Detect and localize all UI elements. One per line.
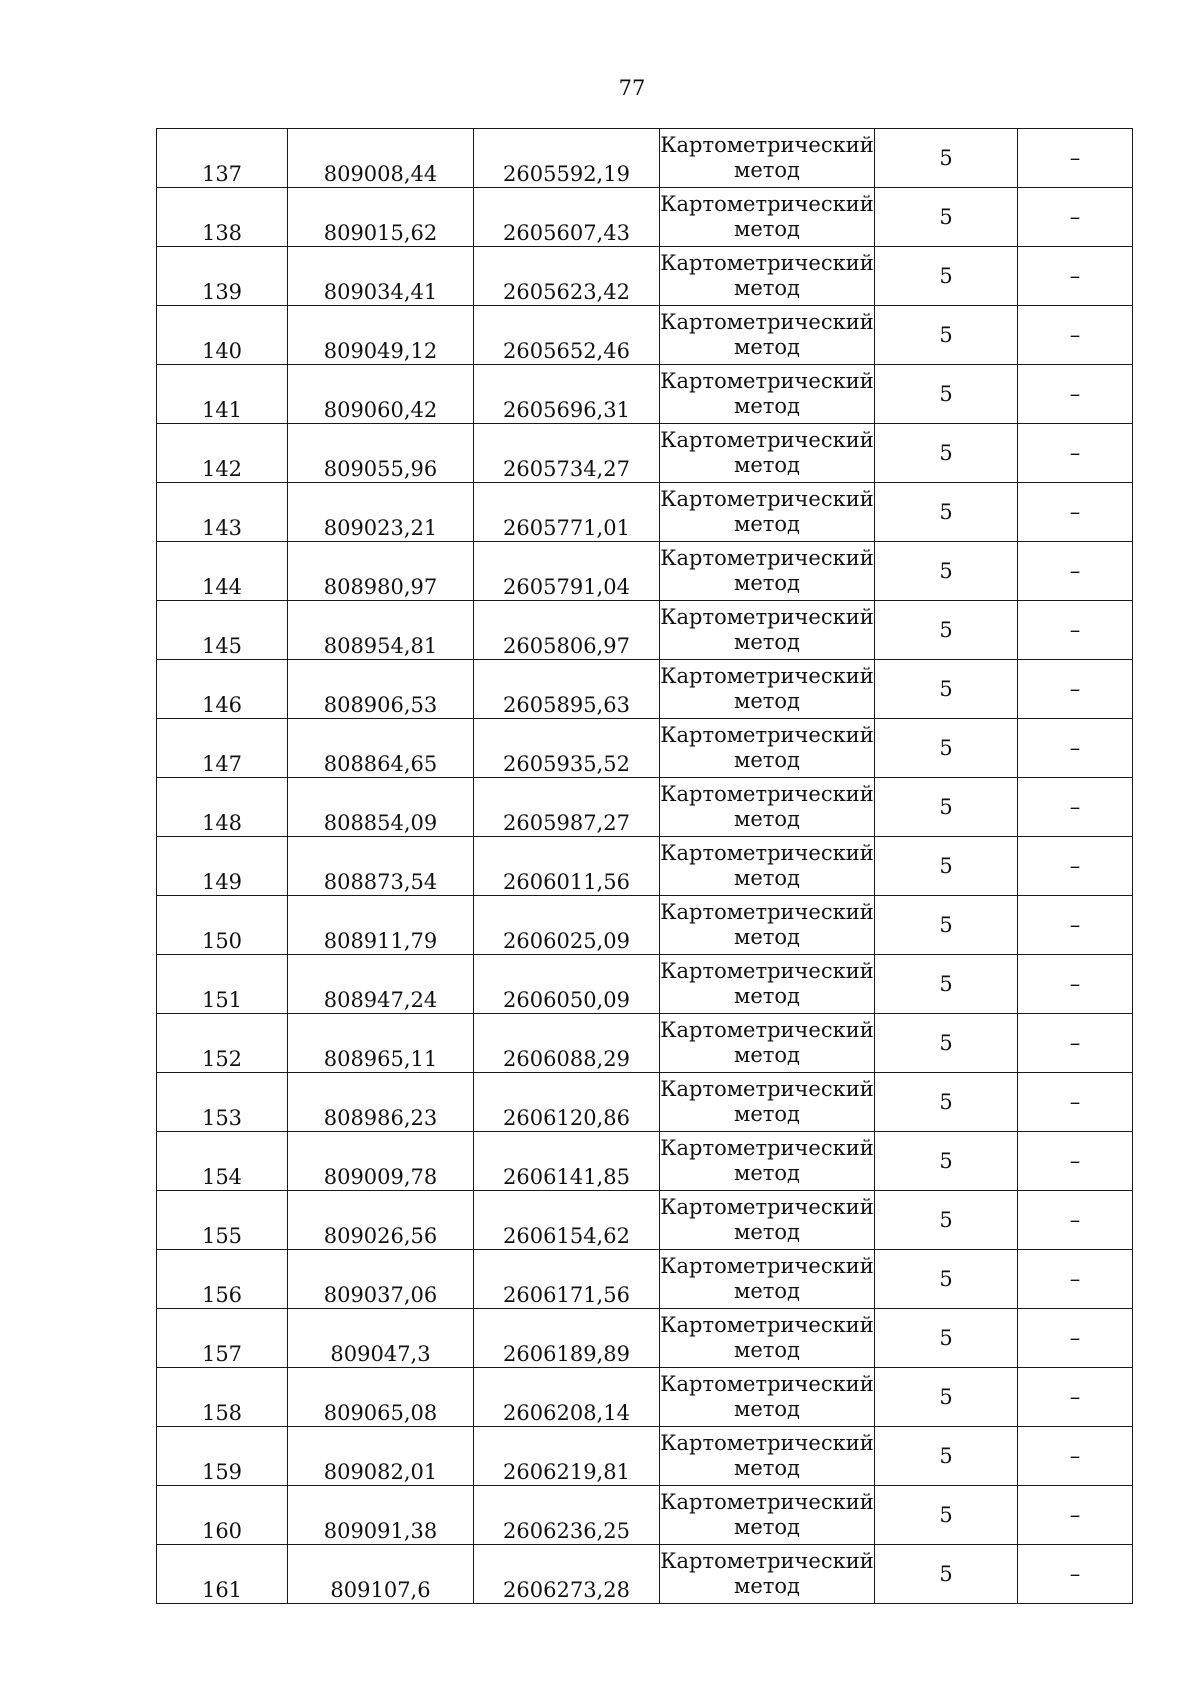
note-cell: – [1018,1486,1133,1545]
method-cell [660,1486,875,1545]
x-coordinate-cell: 809107,6 [288,1545,474,1604]
point-number-cell: 160 [157,1486,288,1545]
x-coordinate-cell: 808873,54 [288,837,474,896]
note-cell: – [1018,955,1133,1014]
x-coordinate-cell: 808980,97 [288,542,474,601]
point-number-cell: 150 [157,896,288,955]
method-cell [660,1427,875,1486]
method-label-line2: метод [734,925,800,949]
method-label-line2: метод [734,984,800,1008]
accuracy-cell: 5 [875,1014,1018,1073]
method-label-line2: метод [734,1515,800,1539]
accuracy-cell: 5 [875,542,1018,601]
method-label-line1: Картометрический [660,1017,874,1042]
x-coordinate-cell: 809049,12 [288,306,474,365]
table-row [157,955,1133,1014]
method-label-line2: метод [734,276,800,300]
note-cell: – [1018,424,1133,483]
table-row [157,1132,1133,1191]
x-coordinate-cell: 809055,96 [288,424,474,483]
note-cell: – [1018,365,1133,424]
method-label-line1: Картометрический [660,604,874,629]
note-cell: – [1018,1250,1133,1309]
x-coordinate-cell: 809091,38 [288,1486,474,1545]
method-label-line1: Картометрический [660,545,874,570]
y-coordinate-cell: 2605734,27 [474,424,660,483]
method-cell [660,365,875,424]
method-label-line2: метод [734,1338,800,1362]
method-cell [660,1309,875,1368]
method-label-line2: метод [734,571,800,595]
y-coordinate-cell: 2606236,25 [474,1486,660,1545]
point-number-cell: 139 [157,247,288,306]
y-coordinate-cell: 2605771,01 [474,483,660,542]
y-coordinate-cell: 2606189,89 [474,1309,660,1368]
accuracy-cell: 5 [875,1545,1018,1604]
y-coordinate-cell: 2605592,19 [474,129,660,188]
accuracy-cell: 5 [875,778,1018,837]
y-coordinate-cell: 2606088,29 [474,1014,660,1073]
method-cell [660,188,875,247]
method-label-line2: метод [734,394,800,418]
method-label-line1: Картометрический [660,958,874,983]
note-cell: – [1018,306,1133,365]
y-coordinate-cell: 2606171,56 [474,1250,660,1309]
x-coordinate-cell: 809047,3 [288,1309,474,1368]
y-coordinate-cell: 2606025,09 [474,896,660,955]
method-label-line1: Картометрический [660,132,874,157]
method-cell [660,1368,875,1427]
note-cell: – [1018,1309,1133,1368]
method-label-line1: Картометрический [660,722,874,747]
accuracy-cell: 5 [875,424,1018,483]
method-label-line2: метод [734,630,800,654]
x-coordinate-cell: 809060,42 [288,365,474,424]
table-row [157,1250,1133,1309]
accuracy-cell: 5 [875,719,1018,778]
method-label-line2: метод [734,866,800,890]
method-label-line2: метод [734,748,800,772]
accuracy-cell: 5 [875,837,1018,896]
note-cell: – [1018,837,1133,896]
y-coordinate-cell: 2606141,85 [474,1132,660,1191]
method-label-line1: Картометрический [660,781,874,806]
y-coordinate-cell: 2605935,52 [474,719,660,778]
x-coordinate-cell: 809023,21 [288,483,474,542]
table-row [157,896,1133,955]
table-row [157,1545,1133,1604]
y-coordinate-cell: 2605652,46 [474,306,660,365]
note-cell: – [1018,1132,1133,1191]
accuracy-cell: 5 [875,601,1018,660]
note-cell: – [1018,542,1133,601]
method-label-line1: Картометрический [660,1194,874,1219]
method-label-line2: метод [734,1279,800,1303]
method-label-line2: метод [734,689,800,713]
note-cell: – [1018,1073,1133,1132]
y-coordinate-cell: 2606208,14 [474,1368,660,1427]
point-number-cell: 157 [157,1309,288,1368]
accuracy-cell: 5 [875,247,1018,306]
point-number-cell: 138 [157,188,288,247]
accuracy-cell: 5 [875,1191,1018,1250]
point-number-cell: 156 [157,1250,288,1309]
point-number-cell: 145 [157,601,288,660]
table-row [157,778,1133,837]
point-number-cell: 146 [157,660,288,719]
method-label-line1: Картометрический [660,1548,874,1573]
point-number-cell: 137 [157,129,288,188]
note-cell: – [1018,483,1133,542]
note-cell: – [1018,719,1133,778]
point-number-cell: 152 [157,1014,288,1073]
accuracy-cell: 5 [875,1132,1018,1191]
coordinates-table [156,128,1133,1604]
x-coordinate-cell: 809034,41 [288,247,474,306]
method-cell [660,483,875,542]
table-row [157,365,1133,424]
point-number-cell: 140 [157,306,288,365]
method-label-line2: метод [734,512,800,536]
method-cell [660,129,875,188]
method-label-line1: Картометрический [660,1371,874,1396]
table-row [157,542,1133,601]
accuracy-cell: 5 [875,1309,1018,1368]
accuracy-cell: 5 [875,188,1018,247]
method-label-line1: Картометрический [660,1312,874,1337]
x-coordinate-cell: 808986,23 [288,1073,474,1132]
point-number-cell: 148 [157,778,288,837]
method-cell [660,778,875,837]
table-row [157,306,1133,365]
table-row [157,1427,1133,1486]
method-cell [660,719,875,778]
table-row [157,719,1133,778]
method-label-line1: Картометрический [660,663,874,688]
accuracy-cell: 5 [875,1368,1018,1427]
table-row [157,424,1133,483]
method-label-line1: Картометрический [660,1253,874,1278]
method-label-line1: Картометрический [660,1076,874,1101]
note-cell: – [1018,1014,1133,1073]
y-coordinate-cell: 2605623,42 [474,247,660,306]
x-coordinate-cell: 808864,65 [288,719,474,778]
x-coordinate-cell: 809009,78 [288,1132,474,1191]
x-coordinate-cell: 808947,24 [288,955,474,1014]
note-cell: – [1018,247,1133,306]
accuracy-cell: 5 [875,306,1018,365]
method-label-line2: метод [734,335,800,359]
table-row [157,129,1133,188]
accuracy-cell: 5 [875,1250,1018,1309]
point-number-cell: 149 [157,837,288,896]
method-label-line1: Картометрический [660,1489,874,1514]
point-number-cell: 153 [157,1073,288,1132]
method-cell [660,1545,875,1604]
point-number-cell: 151 [157,955,288,1014]
point-number-cell: 154 [157,1132,288,1191]
method-label-line2: метод [734,217,800,241]
x-coordinate-cell: 808965,11 [288,1014,474,1073]
note-cell: – [1018,1545,1133,1604]
y-coordinate-cell: 2605806,97 [474,601,660,660]
note-cell: – [1018,1427,1133,1486]
method-cell [660,1250,875,1309]
accuracy-cell: 5 [875,1073,1018,1132]
method-cell [660,1191,875,1250]
method-cell [660,955,875,1014]
method-label-line1: Картометрический [660,1135,874,1160]
table-row [157,247,1133,306]
method-label-line2: метод [734,1102,800,1126]
accuracy-cell: 5 [875,1486,1018,1545]
method-label-line1: Картометрический [660,427,874,452]
method-cell [660,601,875,660]
method-label-line2: метод [734,1220,800,1244]
method-label-line1: Картометрический [660,840,874,865]
point-number-cell: 158 [157,1368,288,1427]
table-row [157,1073,1133,1132]
accuracy-cell: 5 [875,483,1018,542]
method-label-line1: Картометрический [660,368,874,393]
method-label-line1: Картометрический [660,250,874,275]
page-number: 77 [618,76,646,100]
accuracy-cell: 5 [875,1427,1018,1486]
x-coordinate-cell: 808854,09 [288,778,474,837]
x-coordinate-cell: 809037,06 [288,1250,474,1309]
table-row [157,837,1133,896]
note-cell: – [1018,778,1133,837]
method-cell [660,837,875,896]
y-coordinate-cell: 2606050,09 [474,955,660,1014]
point-number-cell: 142 [157,424,288,483]
point-number-cell: 144 [157,542,288,601]
x-coordinate-cell: 808911,79 [288,896,474,955]
method-label-line2: метод [734,1397,800,1421]
method-cell [660,896,875,955]
x-coordinate-cell: 808954,81 [288,601,474,660]
accuracy-cell: 5 [875,955,1018,1014]
table-row [157,483,1133,542]
x-coordinate-cell: 809015,62 [288,188,474,247]
accuracy-cell: 5 [875,896,1018,955]
note-cell: – [1018,129,1133,188]
method-label-line2: метод [734,1574,800,1598]
y-coordinate-cell: 2606273,28 [474,1545,660,1604]
point-number-cell: 155 [157,1191,288,1250]
method-label-line1: Картометрический [660,1430,874,1455]
accuracy-cell: 5 [875,129,1018,188]
accuracy-cell: 5 [875,365,1018,424]
method-label-line2: метод [734,453,800,477]
table-row [157,1486,1133,1545]
x-coordinate-cell: 809008,44 [288,129,474,188]
y-coordinate-cell: 2605696,31 [474,365,660,424]
method-cell [660,542,875,601]
method-cell [660,306,875,365]
method-label-line1: Картометрический [660,486,874,511]
x-coordinate-cell: 809026,56 [288,1191,474,1250]
note-cell: – [1018,188,1133,247]
note-cell: – [1018,1191,1133,1250]
method-label-line1: Картометрический [660,191,874,216]
y-coordinate-cell: 2606120,86 [474,1073,660,1132]
method-label-line1: Картометрический [660,309,874,334]
method-cell [660,1014,875,1073]
note-cell: – [1018,601,1133,660]
method-cell [660,247,875,306]
method-label-line2: метод [734,158,800,182]
table-row [157,601,1133,660]
point-number-cell: 159 [157,1427,288,1486]
note-cell: – [1018,660,1133,719]
table-row [157,1014,1133,1073]
method-cell [660,424,875,483]
point-number-cell: 161 [157,1545,288,1604]
y-coordinate-cell: 2606011,56 [474,837,660,896]
method-label-line2: метод [734,807,800,831]
accuracy-cell: 5 [875,660,1018,719]
point-number-cell: 143 [157,483,288,542]
table-row [157,188,1133,247]
method-cell [660,1073,875,1132]
x-coordinate-cell: 809082,01 [288,1427,474,1486]
table-row [157,1191,1133,1250]
method-label-line2: метод [734,1161,800,1185]
x-coordinate-cell: 809065,08 [288,1368,474,1427]
note-cell: – [1018,1368,1133,1427]
y-coordinate-cell: 2606154,62 [474,1191,660,1250]
y-coordinate-cell: 2606219,81 [474,1427,660,1486]
y-coordinate-cell: 2605987,27 [474,778,660,837]
y-coordinate-cell: 2605791,04 [474,542,660,601]
method-label-line2: метод [734,1456,800,1480]
table-row [157,660,1133,719]
method-cell [660,1132,875,1191]
note-cell: – [1018,896,1133,955]
x-coordinate-cell: 808906,53 [288,660,474,719]
y-coordinate-cell: 2605607,43 [474,188,660,247]
method-cell [660,660,875,719]
table-row [157,1368,1133,1427]
table-row [157,1309,1133,1368]
coordinates-table-body [157,129,1133,1604]
method-label-line2: метод [734,1043,800,1067]
method-label-line1: Картометрический [660,899,874,924]
point-number-cell: 147 [157,719,288,778]
y-coordinate-cell: 2605895,63 [474,660,660,719]
point-number-cell: 141 [157,365,288,424]
